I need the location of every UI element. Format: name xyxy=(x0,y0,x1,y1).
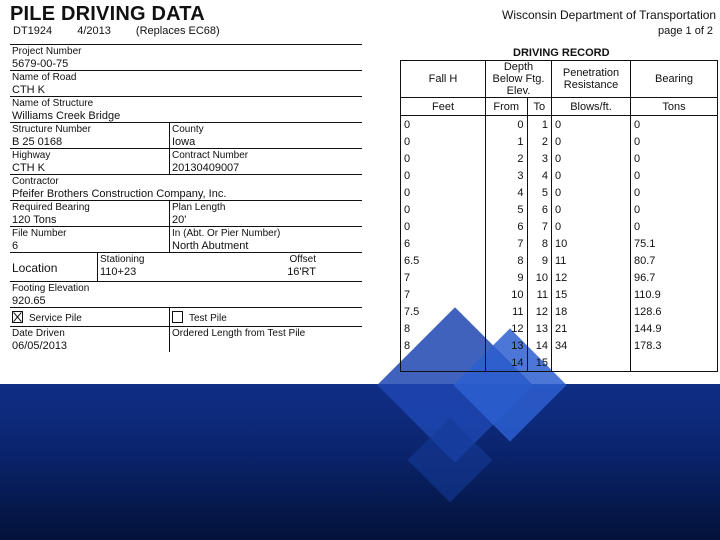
tons-unit: Tons xyxy=(631,98,718,116)
bearing-cell: 0 xyxy=(631,116,718,134)
fall-cell: 6.5 xyxy=(401,252,486,269)
page-title: PILE DRIVING DATA xyxy=(10,3,205,25)
fall-cell: 7 xyxy=(401,269,486,286)
to-unit: To xyxy=(527,98,551,116)
abutment-field: In (Abt. Or Pier Number) North Abutment xyxy=(172,228,281,252)
empty-box-icon xyxy=(172,311,183,323)
depth-to-cell: 7 xyxy=(527,218,551,235)
table-row xyxy=(401,320,718,337)
driving-record-title: DRIVING RECORD xyxy=(513,47,610,59)
depth-from-cell: 11 xyxy=(486,303,528,320)
file-number-field: File Number 6 xyxy=(10,227,170,252)
form-id-line xyxy=(13,25,242,37)
bearing-cell: 178.3 xyxy=(631,337,718,354)
depth-from-cell: 4 xyxy=(486,184,528,201)
bearing-cell: 0 xyxy=(631,167,718,184)
table-row xyxy=(401,184,718,201)
table-row xyxy=(401,269,718,286)
table-row xyxy=(401,252,718,269)
table-row xyxy=(401,116,718,134)
depth-to-cell: 6 xyxy=(527,201,551,218)
fall-cell: 0 xyxy=(401,218,486,235)
bearing-cell: 0 xyxy=(631,184,718,201)
fall-cell: 8 xyxy=(401,320,486,337)
depth-from-cell: 8 xyxy=(486,252,528,269)
penetration-header: Penetration Resistance xyxy=(552,61,631,98)
blows-cell: 21 xyxy=(552,320,631,337)
fall-cell: 8 xyxy=(401,337,486,354)
blows-cell: 15 xyxy=(552,286,631,303)
bearing-cell: 80.7 xyxy=(631,252,718,269)
bearing-cell: 0 xyxy=(631,150,718,167)
contractor-field: Contractor Pfeifer Brothers Construction Company, Inc. xyxy=(12,176,227,200)
pile-info-form xyxy=(10,44,362,352)
depth-from-cell: 3 xyxy=(486,167,528,184)
required-bearing-field: Required Bearing 120 Tons xyxy=(10,201,170,226)
depth-from-cell: 1 xyxy=(486,133,528,150)
bearing-cell: 144.9 xyxy=(631,320,718,337)
bearing-cell: 0 xyxy=(631,201,718,218)
fall-cell: 6 xyxy=(401,235,486,252)
from-unit: From xyxy=(486,98,528,116)
depth-to-cell: 1 xyxy=(527,116,551,134)
footing-elevation-field: Footing Elevation 920.65 xyxy=(12,283,90,307)
table-row xyxy=(401,354,718,372)
blows-cell: 0 xyxy=(552,201,631,218)
depth-to-cell: 9 xyxy=(527,252,551,269)
slide-background-band xyxy=(0,384,720,540)
table-row xyxy=(401,337,718,354)
replaces-note: (Replaces EC68) xyxy=(135,25,220,37)
blows-cell: 0 xyxy=(552,167,631,184)
depth-from-cell: 2 xyxy=(486,150,528,167)
table-row xyxy=(401,167,718,184)
location-label: Location xyxy=(10,253,98,281)
depth-from-cell: 7 xyxy=(486,235,528,252)
fall-cell: 0 xyxy=(401,201,486,218)
fall-cell: 0 xyxy=(401,184,486,201)
agency-name: Wisconsin Department of Transportation xyxy=(502,8,717,22)
blows-cell: 18 xyxy=(552,303,631,320)
table-row xyxy=(401,218,718,235)
stationing-field: Stationing 110+23 xyxy=(100,254,145,278)
depth-to-cell: 3 xyxy=(527,150,551,167)
bearing-cell: 128.6 xyxy=(631,303,718,320)
fall-cell xyxy=(401,354,486,372)
depth-header: Depth Below Ftg. Elev. xyxy=(486,61,552,98)
depth-from-cell: 12 xyxy=(486,320,528,337)
table-row xyxy=(401,235,718,252)
ordered-length-field: Ordered Length from Test Pile xyxy=(172,328,306,339)
road-field: Name of Road CTH K xyxy=(12,72,77,96)
bearing-cell: 96.7 xyxy=(631,269,718,286)
fall-cell: 7.5 xyxy=(401,303,486,320)
depth-from-cell: 9 xyxy=(486,269,528,286)
structure-number-field: Structure Number B 25 0168 xyxy=(10,123,170,148)
depth-from-cell: 0 xyxy=(486,116,528,134)
table-row xyxy=(401,303,718,320)
blows-cell: 10 xyxy=(552,235,631,252)
depth-from-cell: 6 xyxy=(486,218,528,235)
form-date: 4/2013 xyxy=(77,25,111,37)
checked-box-icon xyxy=(12,311,23,323)
bearing-header: Bearing xyxy=(631,61,718,98)
date-driven-field: Date Driven 06/05/2013 xyxy=(10,327,170,352)
bearing-cell: 0 xyxy=(631,218,718,235)
fall-cell: 0 xyxy=(401,133,486,150)
bearing-cell xyxy=(631,354,718,372)
bearing-cell: 75.1 xyxy=(631,235,718,252)
blows-cell: 12 xyxy=(552,269,631,286)
depth-to-cell: 15 xyxy=(527,354,551,372)
depth-to-cell: 11 xyxy=(527,286,551,303)
structure-name-field: Name of Structure Williams Creek Bridge xyxy=(12,98,121,122)
blows-cell: 0 xyxy=(552,116,631,134)
county-field: County Iowa xyxy=(172,124,204,148)
table-row xyxy=(401,201,718,218)
fall-cell: 7 xyxy=(401,286,486,303)
test-pile-option: Test Pile xyxy=(170,308,362,326)
depth-to-cell: 10 xyxy=(527,269,551,286)
depth-from-cell: 13 xyxy=(486,337,528,354)
bearing-cell: 0 xyxy=(631,133,718,150)
contract-number-field: Contract Number 20130409007 xyxy=(172,150,249,174)
blows-cell: 0 xyxy=(552,133,631,150)
blows-cell: 0 xyxy=(552,150,631,167)
depth-to-cell: 5 xyxy=(527,184,551,201)
table-row xyxy=(401,150,718,167)
offset-field: Offset 16'RT xyxy=(287,254,316,278)
depth-to-cell: 8 xyxy=(527,235,551,252)
depth-to-cell: 13 xyxy=(527,320,551,337)
blows-cell: 11 xyxy=(552,252,631,269)
depth-from-cell: 14 xyxy=(486,354,528,372)
feet-unit: Feet xyxy=(401,98,486,116)
table-row xyxy=(401,286,718,303)
fall-cell: 0 xyxy=(401,150,486,167)
table-row xyxy=(401,133,718,150)
depth-to-cell: 4 xyxy=(527,167,551,184)
blows-cell xyxy=(552,354,631,372)
form-id: DT1924 xyxy=(13,25,53,37)
depth-to-cell: 14 xyxy=(527,337,551,354)
service-pile-option: Service Pile xyxy=(10,308,170,326)
plan-length-field: Plan Length 20' xyxy=(172,202,226,226)
depth-from-cell: 5 xyxy=(486,201,528,218)
depth-from-cell: 10 xyxy=(486,286,528,303)
blows-cell: 0 xyxy=(552,184,631,201)
fall-header: Fall H xyxy=(401,61,486,98)
page-number: page 1 of 2 xyxy=(658,25,714,37)
highway-field: Highway CTH K xyxy=(10,149,170,174)
blows-cell: 0 xyxy=(552,218,631,235)
blows-unit: Blows/ft. xyxy=(552,98,631,116)
driving-record-table xyxy=(400,60,718,372)
bearing-cell: 110.9 xyxy=(631,286,718,303)
depth-to-cell: 2 xyxy=(527,133,551,150)
blows-cell: 34 xyxy=(552,337,631,354)
fall-cell: 0 xyxy=(401,167,486,184)
project-number-field: Project Number 5679-00-75 xyxy=(12,46,82,70)
depth-to-cell: 12 xyxy=(527,303,551,320)
fall-cell: 0 xyxy=(401,116,486,134)
